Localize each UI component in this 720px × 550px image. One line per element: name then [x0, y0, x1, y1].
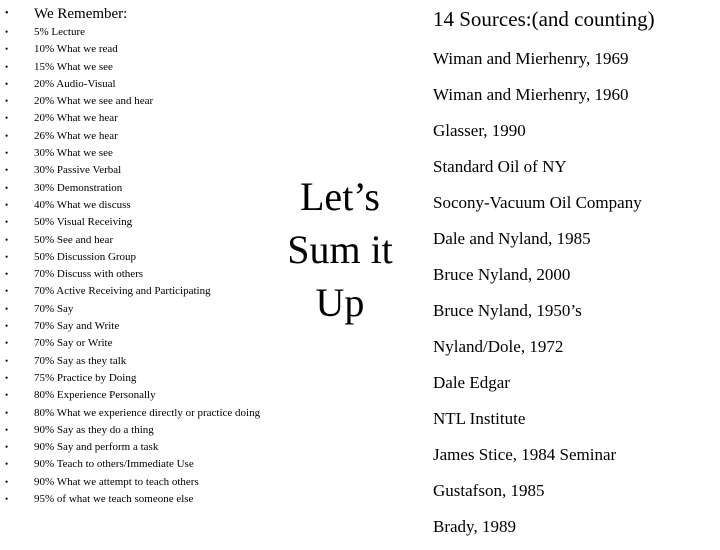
source-item: James Stice, 1984 Seminar	[433, 445, 617, 464]
source-item: Bruce Nyland, 1950’s	[433, 301, 582, 320]
list-item-text: 20% Audio-Visual	[34, 77, 116, 90]
list-item-text: 80% Experience Personally	[34, 389, 156, 402]
list-item-text: 90% Teach to others/Immediate Use	[34, 458, 194, 471]
bullet-icon: •	[5, 286, 9, 297]
source-item: Bruce Nyland, 2000	[433, 265, 571, 284]
bullet-icon: •	[5, 442, 9, 453]
list-item-text: 70% Discuss with others	[34, 268, 144, 281]
bullet-icon: •	[5, 78, 9, 89]
list-item-text: 40% What we discuss	[34, 198, 131, 211]
title-line-1: Let’s	[300, 174, 380, 219]
list-item-text: 70% Say as they talk	[34, 354, 127, 367]
source-item: Standard Oil of NY	[433, 157, 567, 176]
bullet-icon: •	[5, 148, 9, 159]
bullet-icon: •	[5, 217, 9, 228]
bullet-icon: •	[5, 113, 9, 124]
list-item-text: 70% Say	[34, 302, 74, 315]
list-item-text: 20% What we see and hear	[34, 95, 154, 108]
bullet-icon: •	[5, 234, 9, 245]
list-item-text: 20% What we hear	[34, 112, 118, 125]
list-item-text: 90% What we attempt to teach others	[34, 475, 199, 488]
list-item-text: 70% Say or Write	[34, 337, 113, 350]
source-item: NTL Institute	[433, 409, 526, 428]
list-item-text: 90% Say as they do a thing	[34, 423, 154, 436]
list-item-text: 75% Practice by Doing	[34, 371, 137, 384]
source-item: Wiman and Mierhenry, 1960	[433, 85, 629, 104]
list-item-text: 30% Passive Verbal	[34, 164, 122, 177]
list-item-text: 95% of what we teach someone else	[34, 493, 194, 506]
bullet-icon: •	[5, 182, 9, 193]
bullet-icon: •	[5, 321, 9, 332]
lets-sum-it-up-title	[270, 170, 410, 329]
list-item-text: 70% Say and Write	[34, 320, 120, 333]
bullet-icon: •	[5, 459, 9, 470]
bullet-icon: •	[5, 372, 9, 383]
source-item: Gustafson, 1985	[433, 481, 545, 500]
bullet-icon: •	[5, 27, 9, 37]
bullet-icon: •	[5, 251, 9, 262]
bullet-icon: •	[5, 407, 9, 418]
bullet-icon: •	[5, 199, 9, 210]
bullet-icon: •	[5, 355, 9, 366]
bullet-icon: •	[5, 96, 9, 107]
bullet-icon: •	[5, 130, 9, 141]
list-item-text: 30% Demonstration	[34, 181, 123, 194]
source-item: Dale and Nyland, 1985	[433, 229, 591, 248]
title-line-2: Sum it	[287, 227, 393, 272]
bullet-icon: •	[5, 424, 9, 435]
bullet-icon: •	[5, 61, 9, 72]
bullet-icon: •	[5, 303, 9, 314]
list-item-text: 5% Lecture	[34, 26, 85, 38]
sources-list	[433, 46, 642, 550]
bullet-icon: •	[5, 390, 9, 401]
we-remember-heading: We Remember:	[34, 6, 128, 22]
bullet-icon: •	[5, 338, 9, 349]
list-item-text: 15% What we see	[34, 60, 113, 73]
list-item-text: 70% Active Receiving and Participating	[34, 285, 211, 298]
list-item-text: 90% Say and perform a task	[34, 441, 159, 454]
list-item-text: 50% Discussion Group	[34, 250, 137, 263]
source-item: Socony-Vacuum Oil Company	[433, 193, 642, 212]
bullet-icon: •	[5, 494, 9, 505]
bullet-icon: •	[5, 8, 9, 19]
source-item: Brady, 1989	[433, 517, 516, 536]
list-item-text: 50% See and hear	[34, 233, 114, 246]
bullet-icon: •	[5, 476, 9, 487]
bullet-icon: •	[5, 269, 9, 280]
source-item: Dale Edgar	[433, 373, 510, 392]
list-item-text: 80% What we experience directly or practice doing	[34, 406, 261, 419]
bullet-icon: •	[5, 44, 9, 55]
list-item-text: 26% What we hear	[34, 129, 118, 142]
list-item-text: 30% What we see	[34, 147, 113, 160]
title-line-3: Up	[315, 280, 365, 325]
list-item-text: 10% What we read	[34, 43, 118, 56]
source-item: Glasser, 1990	[433, 121, 526, 140]
source-item: Wiman and Mierhenry, 1969	[433, 49, 629, 68]
source-item: Nyland/Dole, 1972	[433, 337, 564, 356]
list-item-text: 50% Visual Receiving	[34, 216, 133, 229]
bullet-icon: •	[5, 165, 9, 176]
sources-heading: 14 Sources:(and counting)	[433, 7, 655, 31]
